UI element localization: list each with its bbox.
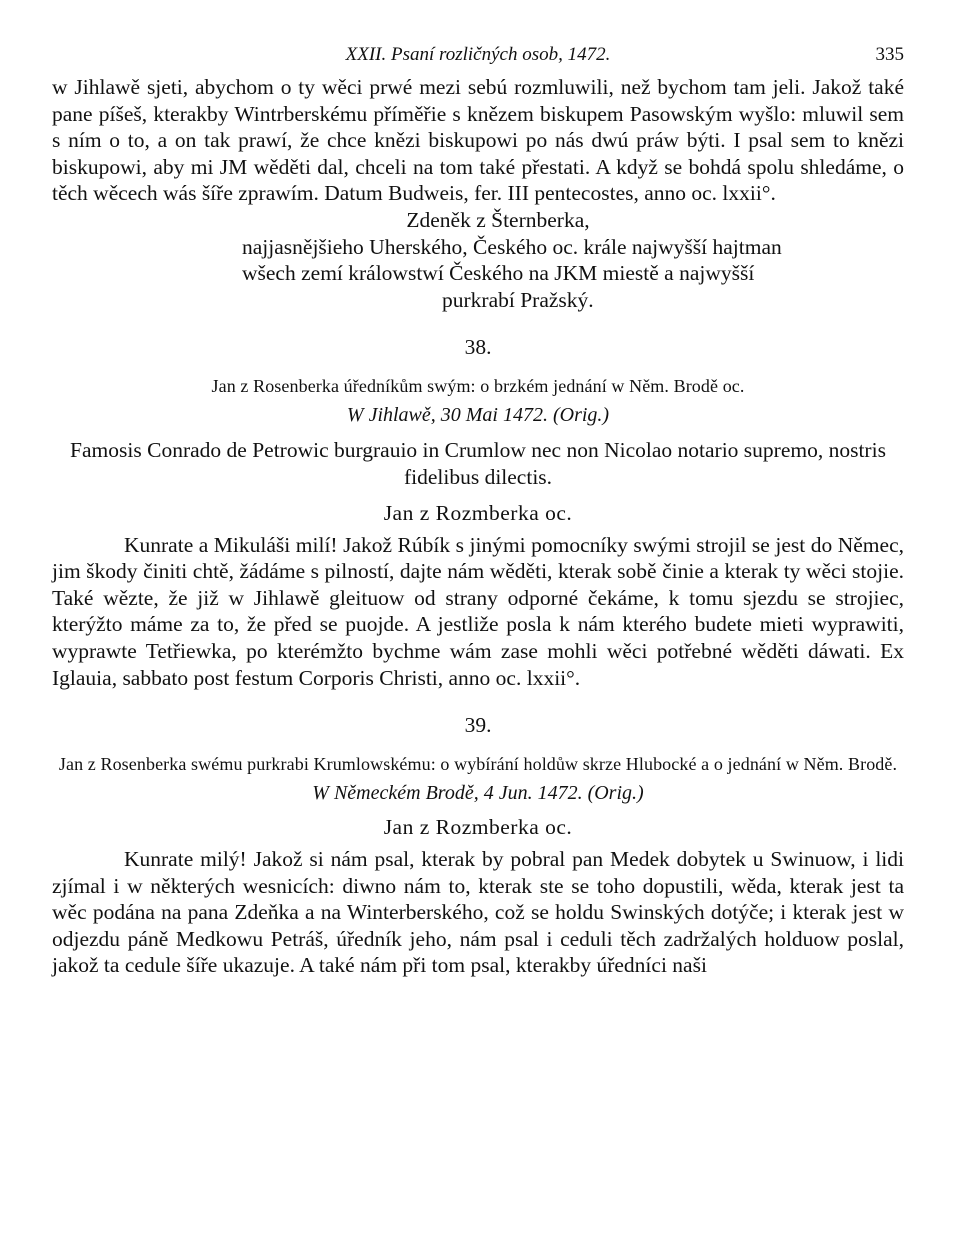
continuation-paragraph: w Jihlawě sjeti, abychom o ty wěci prwé mezi sebú rozmluwili, než bychom tam jeli. Jakož také pane píšeš, kterakby Wintrberskému příměřie s knězem biskupem Pasowským wyšlo: mluwil sem s ním o to, a on tak prawí, že chce knězi biskupowi po nás dwú práw býti. I psal sem to knězi biskupowi, aby mi JM wěděti dal, chceli na tom také přestati. A když se bohdá spolu shledáme, o těch wěcech wás šíře zprawím. Datum Budweis, fer. III pentecostes, anno oc. lxxii°. xyxy=(52,75,904,206)
document-dateline: W Jihlawě, 30 Mai 1472. (Orig.) xyxy=(346,404,610,427)
document-sender: Jan z Rozmberka oc. xyxy=(383,815,573,840)
document-body: Kunrate a Mikuláši milí! Jakož Rúbík s jinými pomocníky swými strojil se jest do Němec, jim škody činiti chtě, žádáme s pilností, dajte nám wěděti, kterak sobě činie a kterak ty wěci stojie. Také wězte, že již w Jihlawě gleituow od strany odporné čekáme, k tomu sjezdu se strojiec, kterýžto máme za to, že před se puojde. A jestliže posla k nám kterého budete mieti wyprawiti, wyprawte Tetřiewka, po kterémžto bychme wám zase mohli wěci potřebné wěděti dáwati. Ex Iglauia, sabbato post festum Corporis Christi, anno oc. lxxii°. xyxy=(52,532,904,690)
document-dateline: W Německém Brodě, 4 Jun. 1472. (Orig.) xyxy=(312,782,644,805)
document-sender: Jan z Rozmberka oc. xyxy=(383,500,573,525)
document-regest: Jan z Rosenberka úředníkům swým: o brzkém jednání w Něm. Brodě oc. xyxy=(211,376,745,397)
signature-name: Zdeněk z Šternberka, xyxy=(406,207,590,232)
page-number: 335 xyxy=(875,44,904,65)
document-number: 38. xyxy=(464,335,492,360)
signature-title xyxy=(242,234,904,314)
running-title: XXII. Psaní rozličných osob, 1472. xyxy=(345,44,611,65)
document-number: 39. xyxy=(464,713,492,738)
document-address: Famosis Conrado de Petrowic burgrauio in Crumlow nec non Nicolao notario supremo, nostris fidelibus dilectis. xyxy=(70,438,886,489)
document-body: Kunrate milý! Jakož si nám psal, kterak by pobral pan Medek dobytek u Swinuow, i lidi zjímal i w některých wesnicích: diwno nám to, kterak ste se toho dopustili, wěda, kterak jest ta wěc podána na pana Zdeňka a na Winterberského, což se holdu Swinských dotýče; i kterak jest w odjezdu páně Medkowu Petráš, úředník jeho, nám psal i ceduli těch zadržalých holduow poslal, jakož ta cedule šíře ukazuje. A také nám při tom psal, kterakby úředníci naši xyxy=(52,847,904,978)
signature-title-line: najjasnějšieho Uherského, Českého oc. krále najwyšší hajtman xyxy=(242,234,782,259)
running-head xyxy=(52,44,904,74)
signature-title-line: purkrabí Pražský. xyxy=(442,287,594,312)
signature-title-line: wšech zemí králowstwí Českého na JKM miestě a najwyšší xyxy=(242,261,755,286)
book-page xyxy=(52,44,904,979)
document-regest: Jan z Rosenberka swému purkrabi Krumlowskému: o wybírání holdůw skrze Hlubocké a o jednání w Něm. Brodě. xyxy=(58,754,898,775)
signature-block xyxy=(52,207,904,313)
